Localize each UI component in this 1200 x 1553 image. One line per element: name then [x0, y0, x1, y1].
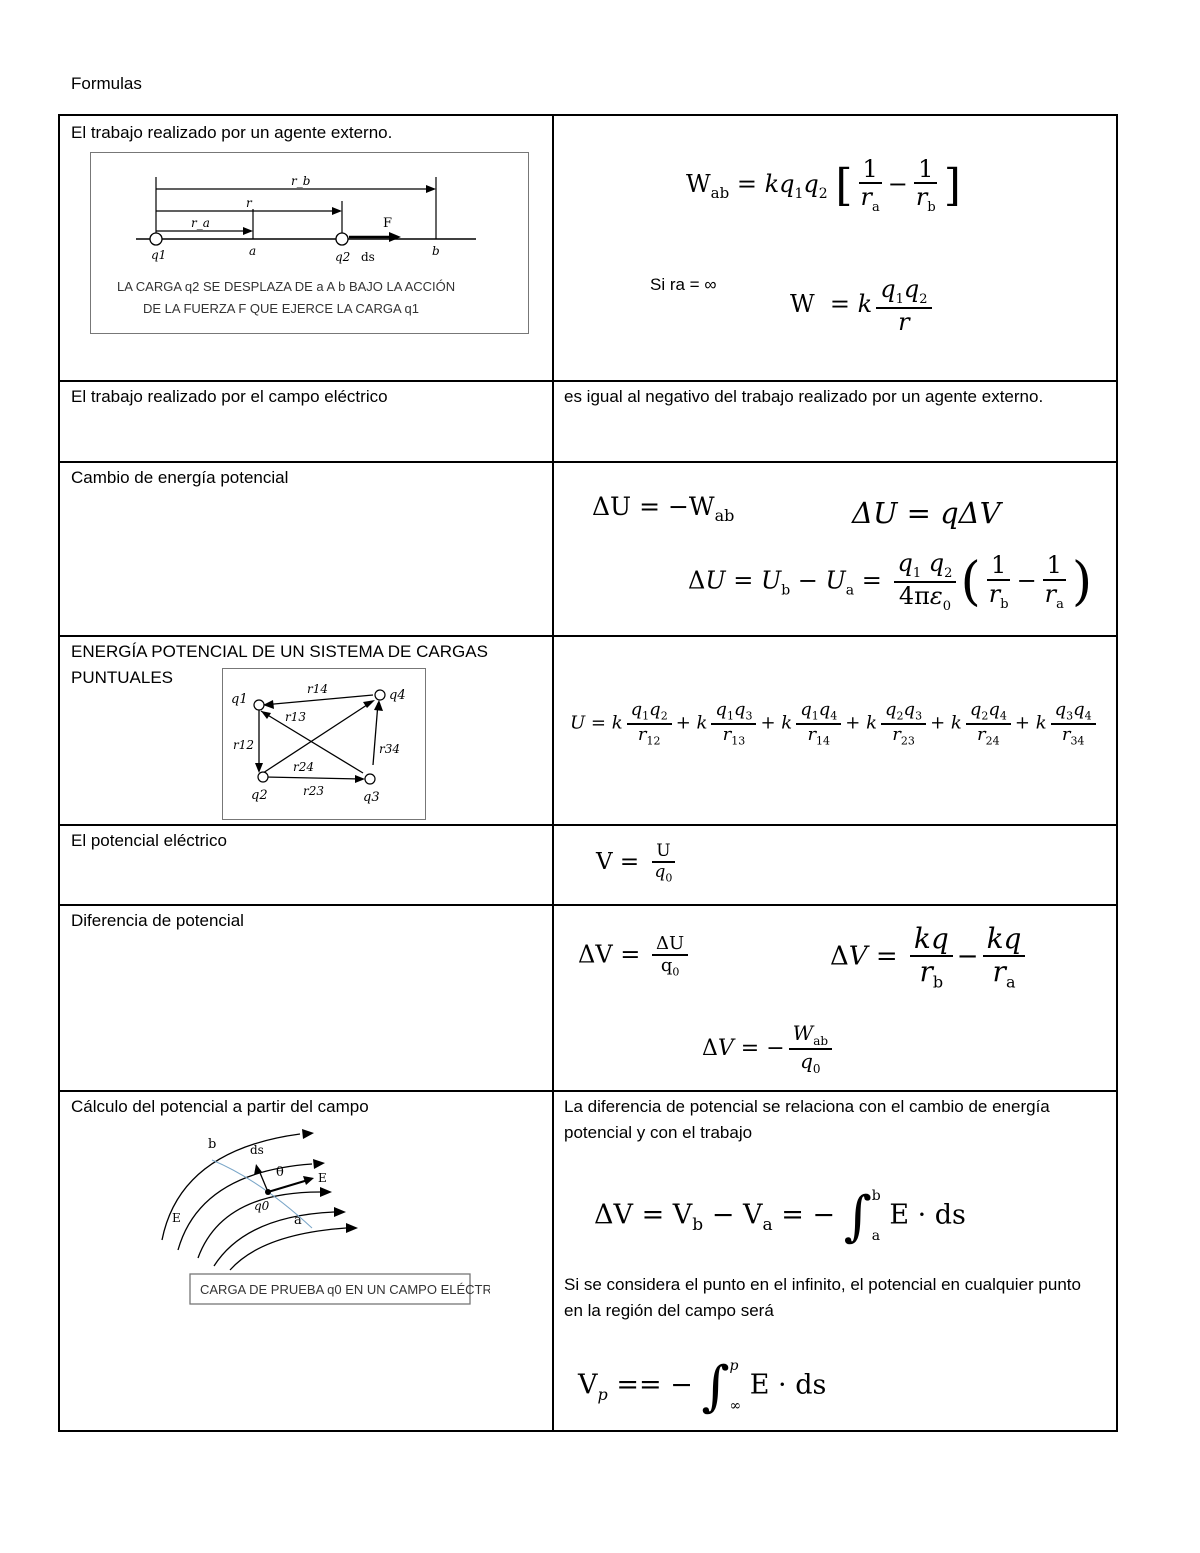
row3-label: Cambio de energía potencial [71, 468, 289, 487]
formula-work-simple: W = k $\frac{q_1q_2}{r}$ [790, 276, 936, 335]
row2-label: El trabajo realizado por el campo eléctrico [71, 387, 388, 406]
row7-text-1: La diferencia de potencial se relaciona con el cambio de energía potencial y con el trabajo [564, 1097, 1050, 1142]
label-E-vector: E [318, 1171, 327, 1185]
label-q1: q1 [151, 248, 167, 262]
row7-label: Cálculo del potencial a partir del campo [71, 1097, 369, 1116]
label-E-field: E [172, 1211, 181, 1225]
formula-delta-v-integral: $\Delta V = V_b - V_a$ = − ∫ b a E · ds [594, 1184, 966, 1248]
label-q2: q2 [335, 250, 351, 264]
row-divider [60, 461, 1116, 463]
label-a: a [294, 1213, 302, 1228]
label-r13: r13 [285, 710, 307, 724]
work-diagram [90, 152, 529, 334]
formula-delta-u-charges: $\Delta U = U_b - U_a$ = $\frac{q_1 q_2}{4\pi\varepsilon_0}$ ( $\frac{1}{r_b}$ − $\frac{1}{r_a}$ ) [688, 549, 1093, 614]
label-b: b [208, 1137, 217, 1152]
label-a: a [249, 244, 257, 258]
row2-text: es igual al negativo del trabajo realizado por un agente externo. [564, 387, 1044, 406]
page-title: Formulas [71, 74, 142, 93]
field-diagram [150, 1120, 490, 1310]
formula-delta-v-charges: ΔV = $\frac{kq}{r_b}$ − $\frac{kq}{r_a}$ [830, 924, 1029, 991]
formula-potential: V = $\frac{U}{q_0}$ [596, 842, 680, 884]
condition-ra-infinity: Si ra = ∞ [650, 275, 717, 294]
label-ds: ds [250, 1143, 264, 1157]
label-F: F [383, 216, 393, 231]
formula-work-external: $W_{ab} = kq_1q_2$ [ $\frac{1}{r_a}$ − $\frac{1}{r_b}$ ] [686, 155, 961, 216]
formula-delta-v-energy: ΔV = $\frac{\Delta U}{q_0}$ [578, 934, 692, 978]
row-divider [60, 380, 1116, 382]
label-r23: r23 [303, 784, 325, 798]
label-r14: r14 [307, 682, 329, 696]
label-theta: θ [276, 1165, 284, 1180]
label-b: b [432, 244, 440, 258]
row4-label: ENERGÍA POTENCIAL DE UN SISTEMA DE CARGAS PUNTUALES [71, 642, 488, 687]
row1-label: El trabajo realizado por un agente externo. [71, 123, 393, 142]
row-divider [60, 904, 1116, 906]
formula-table [58, 114, 1118, 1432]
field-caption: CARGA DE PRUEBA q0 EN UN CAMPO ELÉCTRICO [200, 1282, 490, 1297]
row-divider [60, 1090, 1116, 1092]
label-q3: q3 [363, 790, 380, 805]
charge-system-diagram [222, 668, 426, 820]
caption-line-1: LA CARGA q2 SE DESPLAZA DE a A b BAJO LA ACCIÓN [117, 279, 456, 294]
label-rb: r_b [291, 174, 311, 188]
caption-line-2: DE LA FUERZA F QUE EJERCE LA CARGA q1 [143, 301, 419, 316]
formula-potential-integral: $V_p$ == − ∫ p ∞ E · ds [578, 1354, 827, 1418]
formula-delta-u-qv: ΔU = qΔV [852, 496, 1001, 530]
label-ds: ds [361, 250, 375, 264]
label-q4: q4 [389, 688, 406, 703]
label-r34: r34 [379, 742, 401, 756]
label-ra: r_a [191, 216, 210, 230]
row7-text-2: Si se considera el punto en el infinito, el potencial en cualquier punto en la región del campo será [564, 1275, 1081, 1320]
column-divider [552, 116, 554, 1430]
label-r12: r12 [233, 738, 255, 752]
row-divider [60, 824, 1116, 826]
row5-label: El potencial eléctrico [71, 831, 227, 850]
row-divider [60, 635, 1116, 637]
label-q0: q0 [254, 1199, 270, 1213]
formula-delta-u-work: $\Delta U = -W_{ab}$ [592, 492, 735, 525]
label-r: r [246, 196, 252, 210]
formula-system-energy: U = k $\frac{q_1q_2}{r_{12}}$ + k $\frac{q_1q_3}{r_{13}}$ + k $\frac{q_1q_4}{r_{14}}$ + k $\frac{q_2q_3}{r_{23}}$ + k $\frac{q_2q_4}{r_{24}}$ + k $\frac{q_3q_4}{r_{34}}$ [570, 700, 1100, 747]
label-q1: q1 [231, 692, 248, 707]
label-q2: q2 [251, 788, 268, 803]
label-r24: r24 [293, 760, 315, 774]
row6-label: Diferencia de potencial [71, 911, 244, 930]
formula-delta-v-work: ΔV = − $\frac{W_{ab}}{q_0}$ [702, 1022, 836, 1076]
